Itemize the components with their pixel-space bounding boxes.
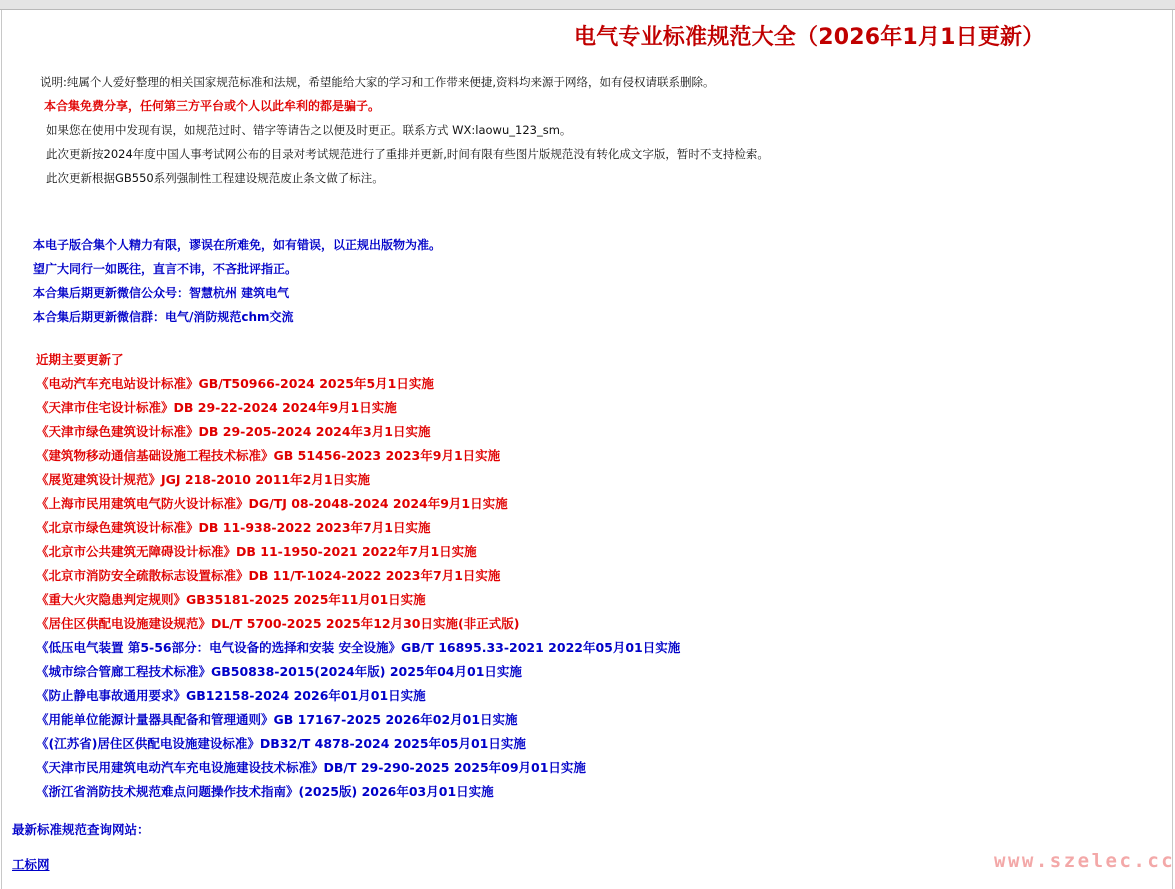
recent-update-item: 《居住区供配电设施建设规范》DL/T 5700-2025 2025年12月30日实施(非正式版) <box>36 616 520 631</box>
recent-update-item: 《(江苏省)居住区供配电设施建设标准》DB32/T 4878-2024 2025年05月01日实施 <box>36 736 526 751</box>
recent-update-item: 《防止静电事故通用要求》GB12158-2024 2026年01月01日实施 <box>36 688 426 703</box>
window-top-bar <box>0 0 1175 10</box>
recent-updates-header: 近期主要更新了 <box>36 352 124 367</box>
recent-update-item: 《北京市公共建筑无障碍设计标准》DB 11-1950-2021 2022年7月1日实施 <box>36 544 477 559</box>
page-title: 电气专业标准规范大全（2026年1月1日更新） <box>574 25 1045 50</box>
note-feedback: 望广大同行一如既往，直言不讳，不吝批评指正。 <box>33 262 298 276</box>
recent-update-item: 《天津市绿色建筑设计标准》DB 29-205-2024 2024年3月1日实施 <box>36 424 431 439</box>
note-wechat-account: 本合集后期更新微信公众号：智慧杭州 建筑电气 <box>33 286 290 300</box>
watermark: www.szelec.cc <box>994 850 1175 872</box>
recent-update-item: 《电动汽车充电站设计标准》GB/T50966-2024 2025年5月1日实施 <box>36 376 434 391</box>
recent-update-item: 《天津市住宅设计标准》DB 29-22-2024 2024年9月1日实施 <box>36 400 397 415</box>
recent-update-item: 《用能单位能源计量器具配备和管理通则》GB 17167-2025 2026年02月01日实施 <box>36 712 518 727</box>
note-disclaimer: 说明:纯属个人爱好整理的相关国家规范标准和法规，希望能给大家的学习和工作带来便捷,资料均来源于网络，如有侵权请联系删除。 <box>40 75 715 89</box>
recent-update-item: 《低压电气装置 第5-56部分：电气设备的选择和安装 安全设施》GB/T 16895.33-2021 2022年05月01日实施 <box>36 640 681 655</box>
query-site-label: 最新标准规范查询网站： <box>12 822 150 837</box>
note-contact: 如果您在使用中发现有误，如规范过时、错字等请告之以便及时更正。联系方式 WX:laowu_123_sm。 <box>46 123 572 137</box>
note-wechat-group: 本合集后期更新微信群：电气/消防规范chm交流 <box>33 310 294 324</box>
note-errata: 本电子版合集个人精力有限，谬误在所难免，如有错误，以正规出版物为准。 <box>33 238 442 252</box>
recent-update-item: 《城市综合管廊工程技术标准》GB50838-2015(2024年版) 2025年04月01日实施 <box>36 664 522 679</box>
recent-update-item: 《重大火灾隐患判定规则》GB35181-2025 2025年11月01日实施 <box>36 592 426 607</box>
recent-update-item: 《建筑物移动通信基础设施工程技术标准》GB 51456-2023 2023年9月1日实施 <box>36 448 501 463</box>
recent-update-item: 《天津市民用建筑电动汽车充电设施建设技术标准》DB/T 29-290-2025 2025年09月01日实施 <box>36 760 586 775</box>
recent-update-item: 《浙江省消防技术规范难点问题操作技术指南》(2025版) 2026年03月01日实施 <box>36 784 494 799</box>
note-free-share-warning: 本合集免费分享，任何第三方平台或个人以此牟利的都是骗子。 <box>44 99 381 113</box>
recent-update-item: 《展览建筑设计规范》JGJ 218-2010 2011年2月1日实施 <box>36 472 371 487</box>
recent-update-item: 《北京市绿色建筑设计标准》DB 11-938-2022 2023年7月1日实施 <box>36 520 431 535</box>
recent-update-item: 《北京市消防安全疏散标志设置标准》DB 11/T-1024-2022 2023年7月1日实施 <box>36 568 501 583</box>
note-update-exam: 此次更新按2024年度中国人事考试网公布的目录对考试规范进行了重排并更新,时间有限有些图片版规范没有转化成文字版，暂时不支持检索。 <box>46 147 769 161</box>
query-site-link[interactable]: 工标网 <box>12 857 50 872</box>
note-update-gb550: 此次更新根据GB550系列强制性工程建设规范废止条文做了标注。 <box>46 171 384 185</box>
recent-update-item: 《上海市民用建筑电气防火设计标准》DG/TJ 08-2048-2024 2024年9月1日实施 <box>36 496 508 511</box>
